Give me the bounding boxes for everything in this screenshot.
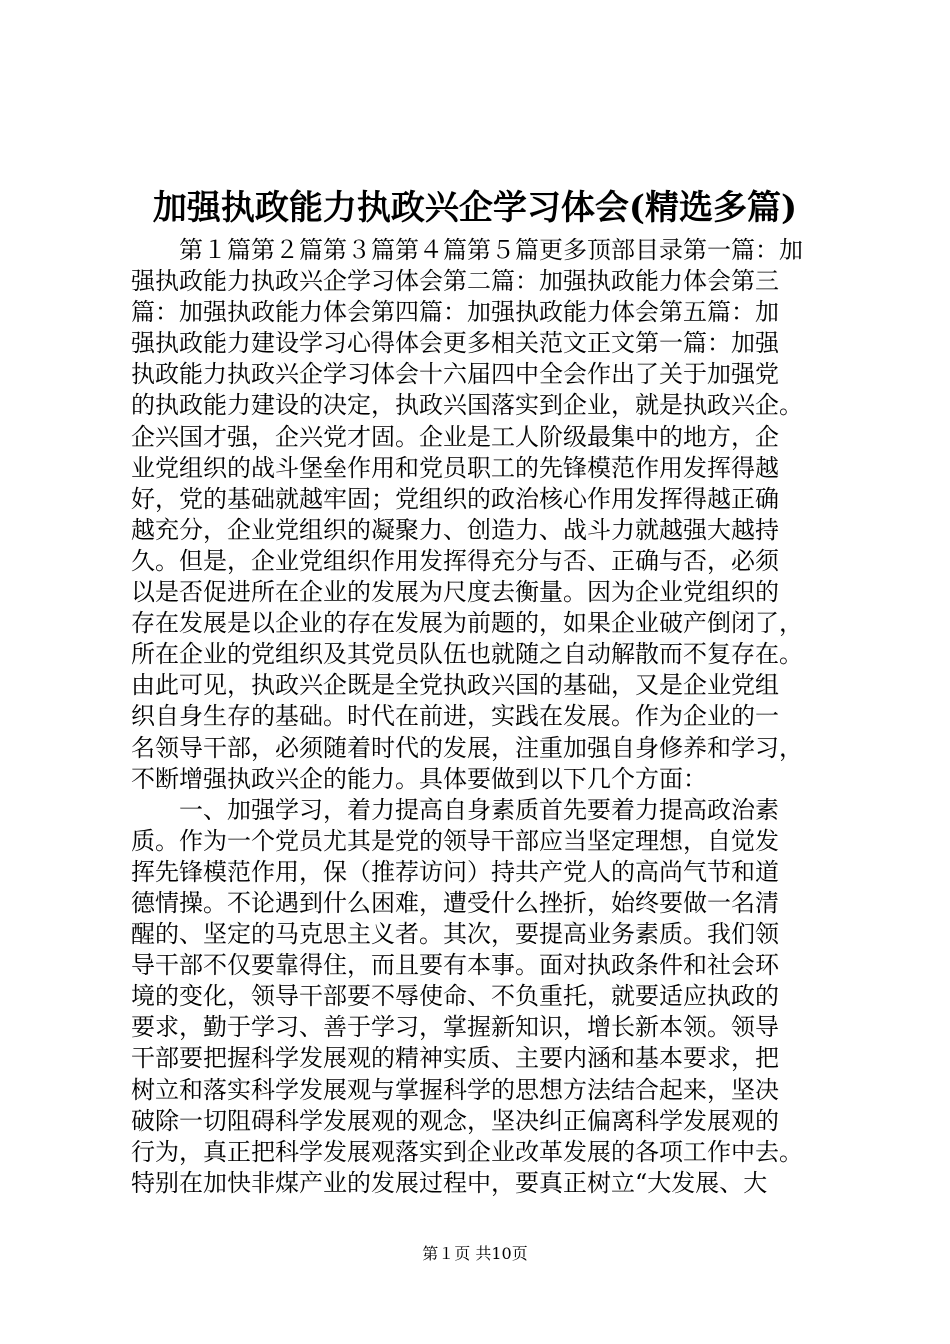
paragraph-line: 强执政能力建设学习心得体会更多相关范文正文第一篇：加强 bbox=[131, 329, 779, 358]
paragraph-line: 强执政能力执政兴企学习体会第二篇：加强执政能力体会第三 bbox=[131, 267, 779, 296]
paragraph-line: 境的变化，领导干部要不辱使命、不负重托，就要适应执政的 bbox=[131, 982, 779, 1011]
paragraph-line: 企兴国才强，企兴党才固。企业是工人阶级最集中的地方，企 bbox=[131, 422, 779, 451]
paragraph-line: 不断增强执政兴企的能力。具体要做到以下几个方面： bbox=[131, 764, 707, 793]
paragraph-line: 第１篇第２篇第３篇第４篇第５篇更多顶部目录第一篇：加 bbox=[179, 236, 803, 264]
document-body bbox=[131, 235, 831, 1199]
paragraph-line: 业党组织的战斗堡垒作用和党员职工的先锋模范作用发挥得越 bbox=[131, 453, 779, 482]
paragraph-line: 破除一切阻碍科学发展观的观念，坚决纠正偏离科学发展观的 bbox=[131, 1106, 779, 1135]
paragraph-line: 执政能力执政兴企学习体会十六届四中全会作出了关于加强党 bbox=[131, 360, 779, 389]
paragraph-line: 特别在加快非煤产业的发展过程中，要真正树立“大发展、大 bbox=[131, 1168, 768, 1197]
paragraph-line: 行为，真正把科学发展观落实到企业改革发展的各项工作中去。 bbox=[131, 1137, 803, 1166]
page-footer: 第１页 共10页 bbox=[422, 1244, 528, 1263]
paragraph-line: 导干部不仅要靠得住，而且要有本事。面对执政条件和社会环 bbox=[131, 951, 779, 980]
paragraph-line: 一、加强学习，着力提高自身素质首先要着力提高政治素 bbox=[179, 795, 779, 824]
document-title: 加强执政能力执政兴企学习体会(精选多篇) bbox=[152, 188, 798, 228]
paragraph-line: 篇：加强执政能力体会第四篇：加强执政能力体会第五篇：加 bbox=[131, 298, 779, 327]
paragraph-line: 久。但是，企业党组织作用发挥得充分与否、正确与否，必须 bbox=[131, 546, 779, 575]
paragraph-line: 织自身生存的基础。时代在前进，实践在发展。作为企业的一 bbox=[131, 702, 779, 731]
paragraph-line: 质。作为一个党员尤其是党的领导干部应当坚定理想，自觉发 bbox=[131, 826, 779, 855]
paragraph-line: 德情操。不论遇到什么困难，遭受什么挫折，始终要做一名清 bbox=[131, 888, 779, 917]
paragraph-line: 要求，勤于学习、善于学习，掌握新知识，增长新本领。领导 bbox=[131, 1013, 779, 1042]
paragraph-line: 的执政能力建设的决定，执政兴国落实到企业，就是执政兴企。 bbox=[131, 391, 803, 420]
paragraph-line: 好，党的基础就越牢固；党组织的政治核心作用发挥得越正确 bbox=[131, 484, 779, 513]
paragraph-line: 由此可见，执政兴企既是全党执政兴国的基础，又是企业党组 bbox=[131, 671, 779, 700]
paragraph-line: 名领导干部，必须随着时代的发展，注重加强自身修养和学习， bbox=[131, 733, 803, 762]
paragraph-line: 干部要把握科学发展观的精神实质、主要内涵和基本要求，把 bbox=[131, 1044, 779, 1073]
paragraph-line: 以是否促进所在企业的发展为尺度去衡量。因为企业党组织的 bbox=[131, 578, 779, 607]
paragraph-line: 树立和落实科学发展观与掌握科学的思想方法结合起来，坚决 bbox=[131, 1075, 779, 1104]
paragraph-line: 越充分，企业党组织的凝聚力、创造力、战斗力就越强大越持 bbox=[131, 515, 779, 544]
paragraph-line: 醒的、坚定的马克思主义者。其次，要提高业务素质。我们领 bbox=[131, 920, 779, 949]
paragraph-line: 所在企业的党组织及其党员队伍也就随之自动解散而不复存在。 bbox=[131, 640, 803, 669]
paragraph-line: 存在发展是以企业的存在发展为前题的，如果企业破产倒闭了， bbox=[131, 609, 803, 638]
paragraph-line: 挥先锋模范作用，保（推荐访问）持共产党人的高尚气节和道 bbox=[131, 857, 779, 886]
